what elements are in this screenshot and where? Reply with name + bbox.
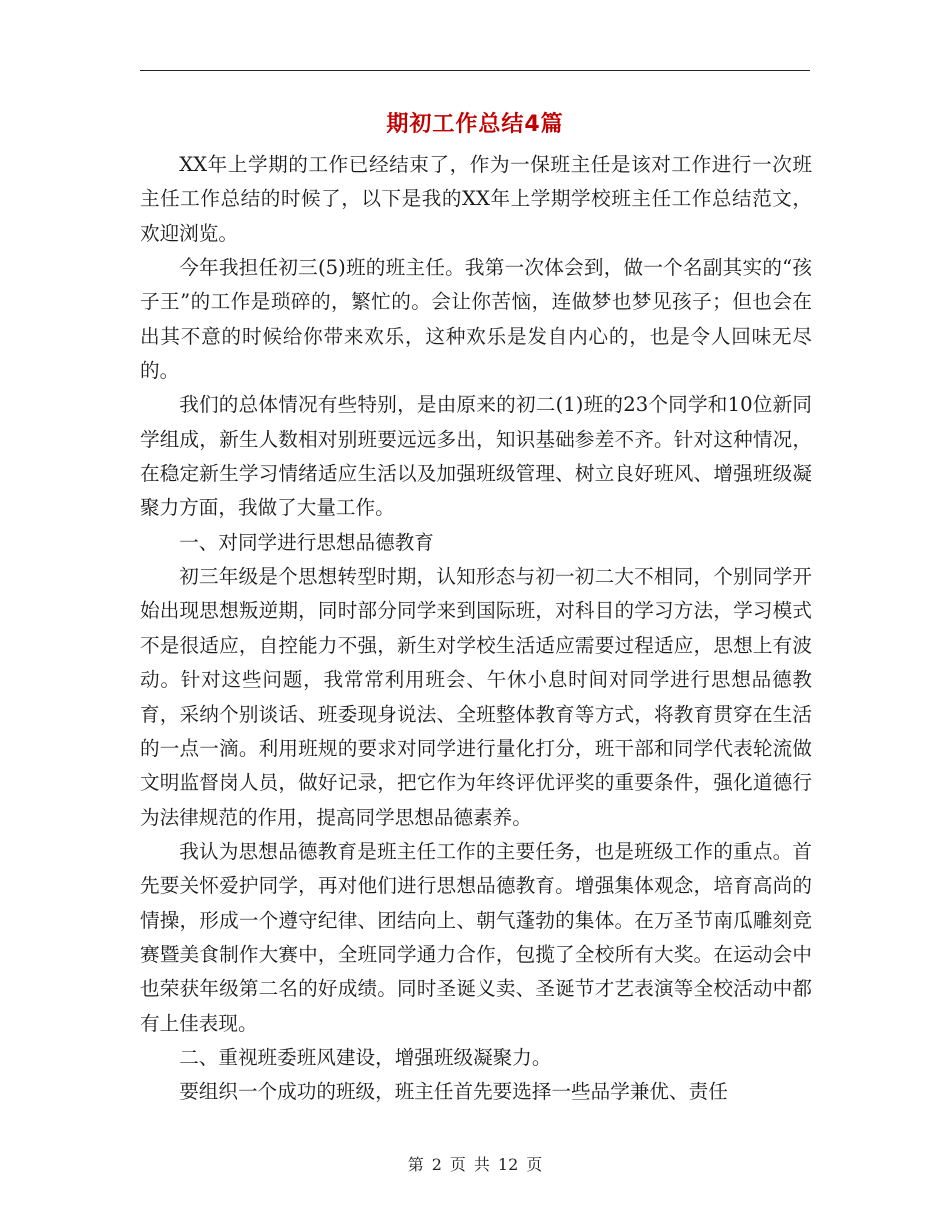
paragraph-collective: 我认为思想品德教育是班主任工作的主要任务，也是班级工作的重点。首先要关怀爱护同学，再对他们进行思想品德教育。增强集体观念，培育高尚的情操，形成一个遵守纪律、团结向上、朝气蓬勃的集体。在万圣节南瓜雕刻竞赛暨美食制作大赛中，全班同学通力合作，包揽了全校所有大奖。在运动会中也荣获年级第二名的好成绩。同时圣诞义卖、圣诞节才艺表演等全校活动中都有上佳表现。: [140, 839, 812, 1035]
footer-page-number: 2: [431, 1155, 442, 1174]
page-footer: [0, 1153, 950, 1177]
paragraph-class-teacher: 今年我担任初三(5)班的班主任。我第一次体会到，做一个名副其实的“孩子王”的工作是琐碎的，繁忙的。会让你苦恼，连做梦也梦见孩子；但也会在出其不意的时候给你带来欢乐，这种欢乐是发自内心的，也是令人回味无尽的。: [140, 256, 812, 383]
paragraph-moral-education: 初三年级是个思想转型时期，认知形态与初一初二大不相同，个别同学开始出现思想叛逆期，同时部分同学来到国际班，对科目的学习方法，学习模式不是很适应，自控能力不强，新生对学校生活适应需要过程适应，思想上有波动。针对这些问题，我常常利用班会、午休小息时间对同学进行思想品德教育，采纳个别谈话、班委现身说法、全班整体教育等方式，将教育贯穿在生活的一点一滴。利用班规的要求对同学进行量化打分，班干部和同学代表轮流做文明监督岗人员，做好记录，把它作为年终评优评奖的重要条件，强化道德行为法律规范的作用，提高同学思想品德素养。: [140, 565, 812, 829]
footer-prefix: 第: [407, 1155, 424, 1174]
document-title: 期初工作总结4篇: [386, 112, 564, 137]
header-rule: [140, 70, 810, 71]
section-heading-1: 一、对同学进行思想品德教育: [179, 530, 434, 554]
footer-total-label: 共: [473, 1155, 490, 1174]
section-heading-2: 二、重视班委班风建设，增强班级凝聚力。: [179, 1045, 552, 1069]
footer-total-pages: 12: [497, 1155, 519, 1174]
paragraph-class-situation: 我们的总体情况有些特别，是由原来的初二(1)班的23个同学和10位新同学组成，新生人数相对别班要远远多出，知识基础参差不齐。针对这种情况，在稳定新生学习情绪适应生活以及加强班级管理、树立良好班风、增强班级凝聚力方面，我做了大量工作。: [140, 393, 812, 520]
footer-page-label: 页: [449, 1155, 466, 1174]
paragraph-intro: XX年上学期的工作已经结束了，作为一保班主任是该对工作进行一次班主任工作总结的时候了，以下是我的XX年上学期学校班主任工作总结范文，欢迎浏览。: [140, 153, 812, 245]
paragraph-class-committee: 要组织一个成功的班级，班主任首先要选择一些品学兼优、责任: [179, 1080, 728, 1104]
document-body: [140, 148, 812, 1110]
footer-suffix: 页: [526, 1155, 543, 1174]
